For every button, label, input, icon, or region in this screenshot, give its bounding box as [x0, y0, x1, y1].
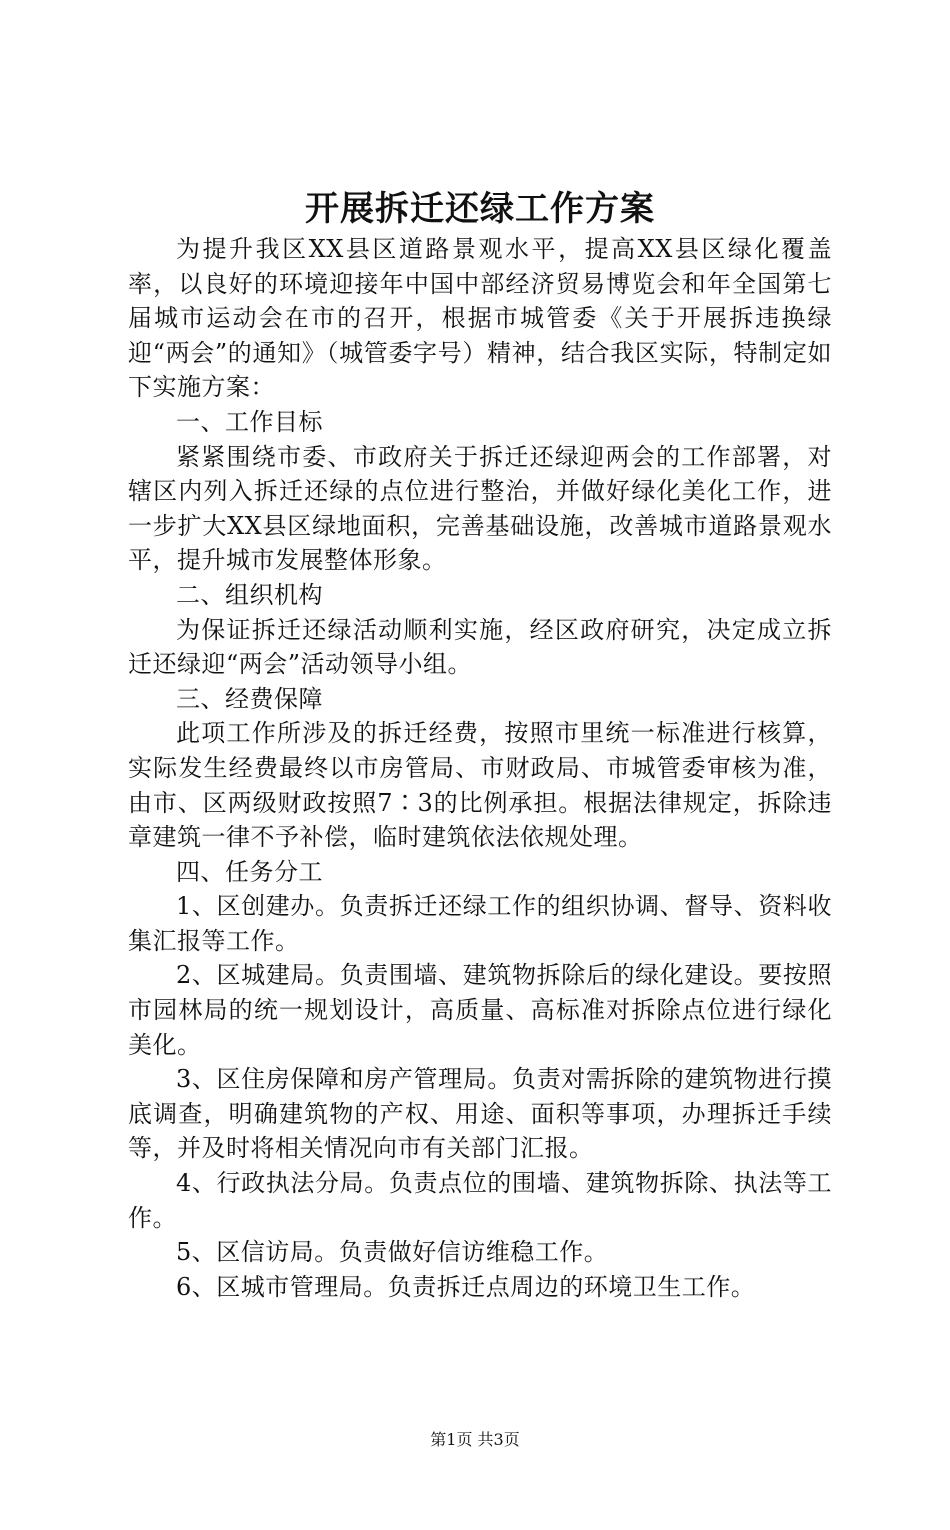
- task-item: 1、区创建办。负责拆迁还绿工作的组织协调、督导、资料收集汇报等工作。: [128, 892, 832, 955]
- section-heading-funding: 三、经费保障: [176, 684, 323, 713]
- task-item: 5、区信访局。负责做好信访维稳工作。: [176, 1238, 609, 1267]
- page-footer: 第1页 共3页: [430, 1430, 520, 1449]
- task-item: 2、区城建局。负责围墙、建筑物拆除后的绿化建设。要按照市园林局的统一规划设计，高质量、高标准对拆除点位进行绿化美化。: [128, 961, 832, 1059]
- section-heading-tasks: 四、任务分工: [176, 857, 323, 886]
- intro-paragraph: 为提升我区XX县区道路景观水平，提高XX县区绿化覆盖率，以良好的环境迎接年中国中部经济贸易博览会和年全国第七届城市运动会在市的召开，根据市城管委《关于开展拆违换绿迎“两会”的通知》（城管委字号）精神，结合我区实际，特制定如下实施方案：: [128, 235, 832, 402]
- section-heading-goals: 一、工作目标: [176, 407, 323, 436]
- document-page: [0, 186, 950, 1530]
- paragraph-organization: 为保证拆迁还绿活动顺利实施，经区政府研究，决定成立拆迁还绿迎“两会”活动领导小组。: [128, 615, 832, 679]
- task-item: 4、行政执法分局。负责点位的围墙、建筑物拆除、执法等工作。: [128, 1169, 832, 1232]
- document-body: [128, 232, 832, 1304]
- task-item: 3、区住房保障和房产管理局。负责对需拆除的建筑物进行摸底调查，明确建筑物的产权、用途、面积等事项，办理拆迁手续等，并及时将相关情况向市有关部门汇报。: [128, 1065, 832, 1163]
- task-item: 6、区城市管理局。负责拆迁点周边的环境卫生工作。: [176, 1272, 756, 1301]
- section-heading-organization: 二、组织机构: [176, 580, 323, 609]
- document-title: 开展拆迁还绿工作方案: [305, 189, 655, 229]
- paragraph-funding: 此项工作所涉及的拆迁经费，按照市里统一标准进行核算，实际发生经费最终以市房管局、市财政局、市城管委审核为准，由市、区两级财政按照7∶3的比例承担。根据法律规定，拆除违章建筑一律不予补偿，临时建筑依法依规处理。: [128, 719, 832, 852]
- paragraph-goals: 紧紧围绕市委、市政府关于拆迁还绿迎两会的工作部署，对辖区内列入拆迁还绿的点位进行整治，并做好绿化美化工作，进一步扩大XX县区绿地面积，完善基础设施，改善城市道路景观水平，提升城市发展整体形象。: [128, 442, 832, 575]
